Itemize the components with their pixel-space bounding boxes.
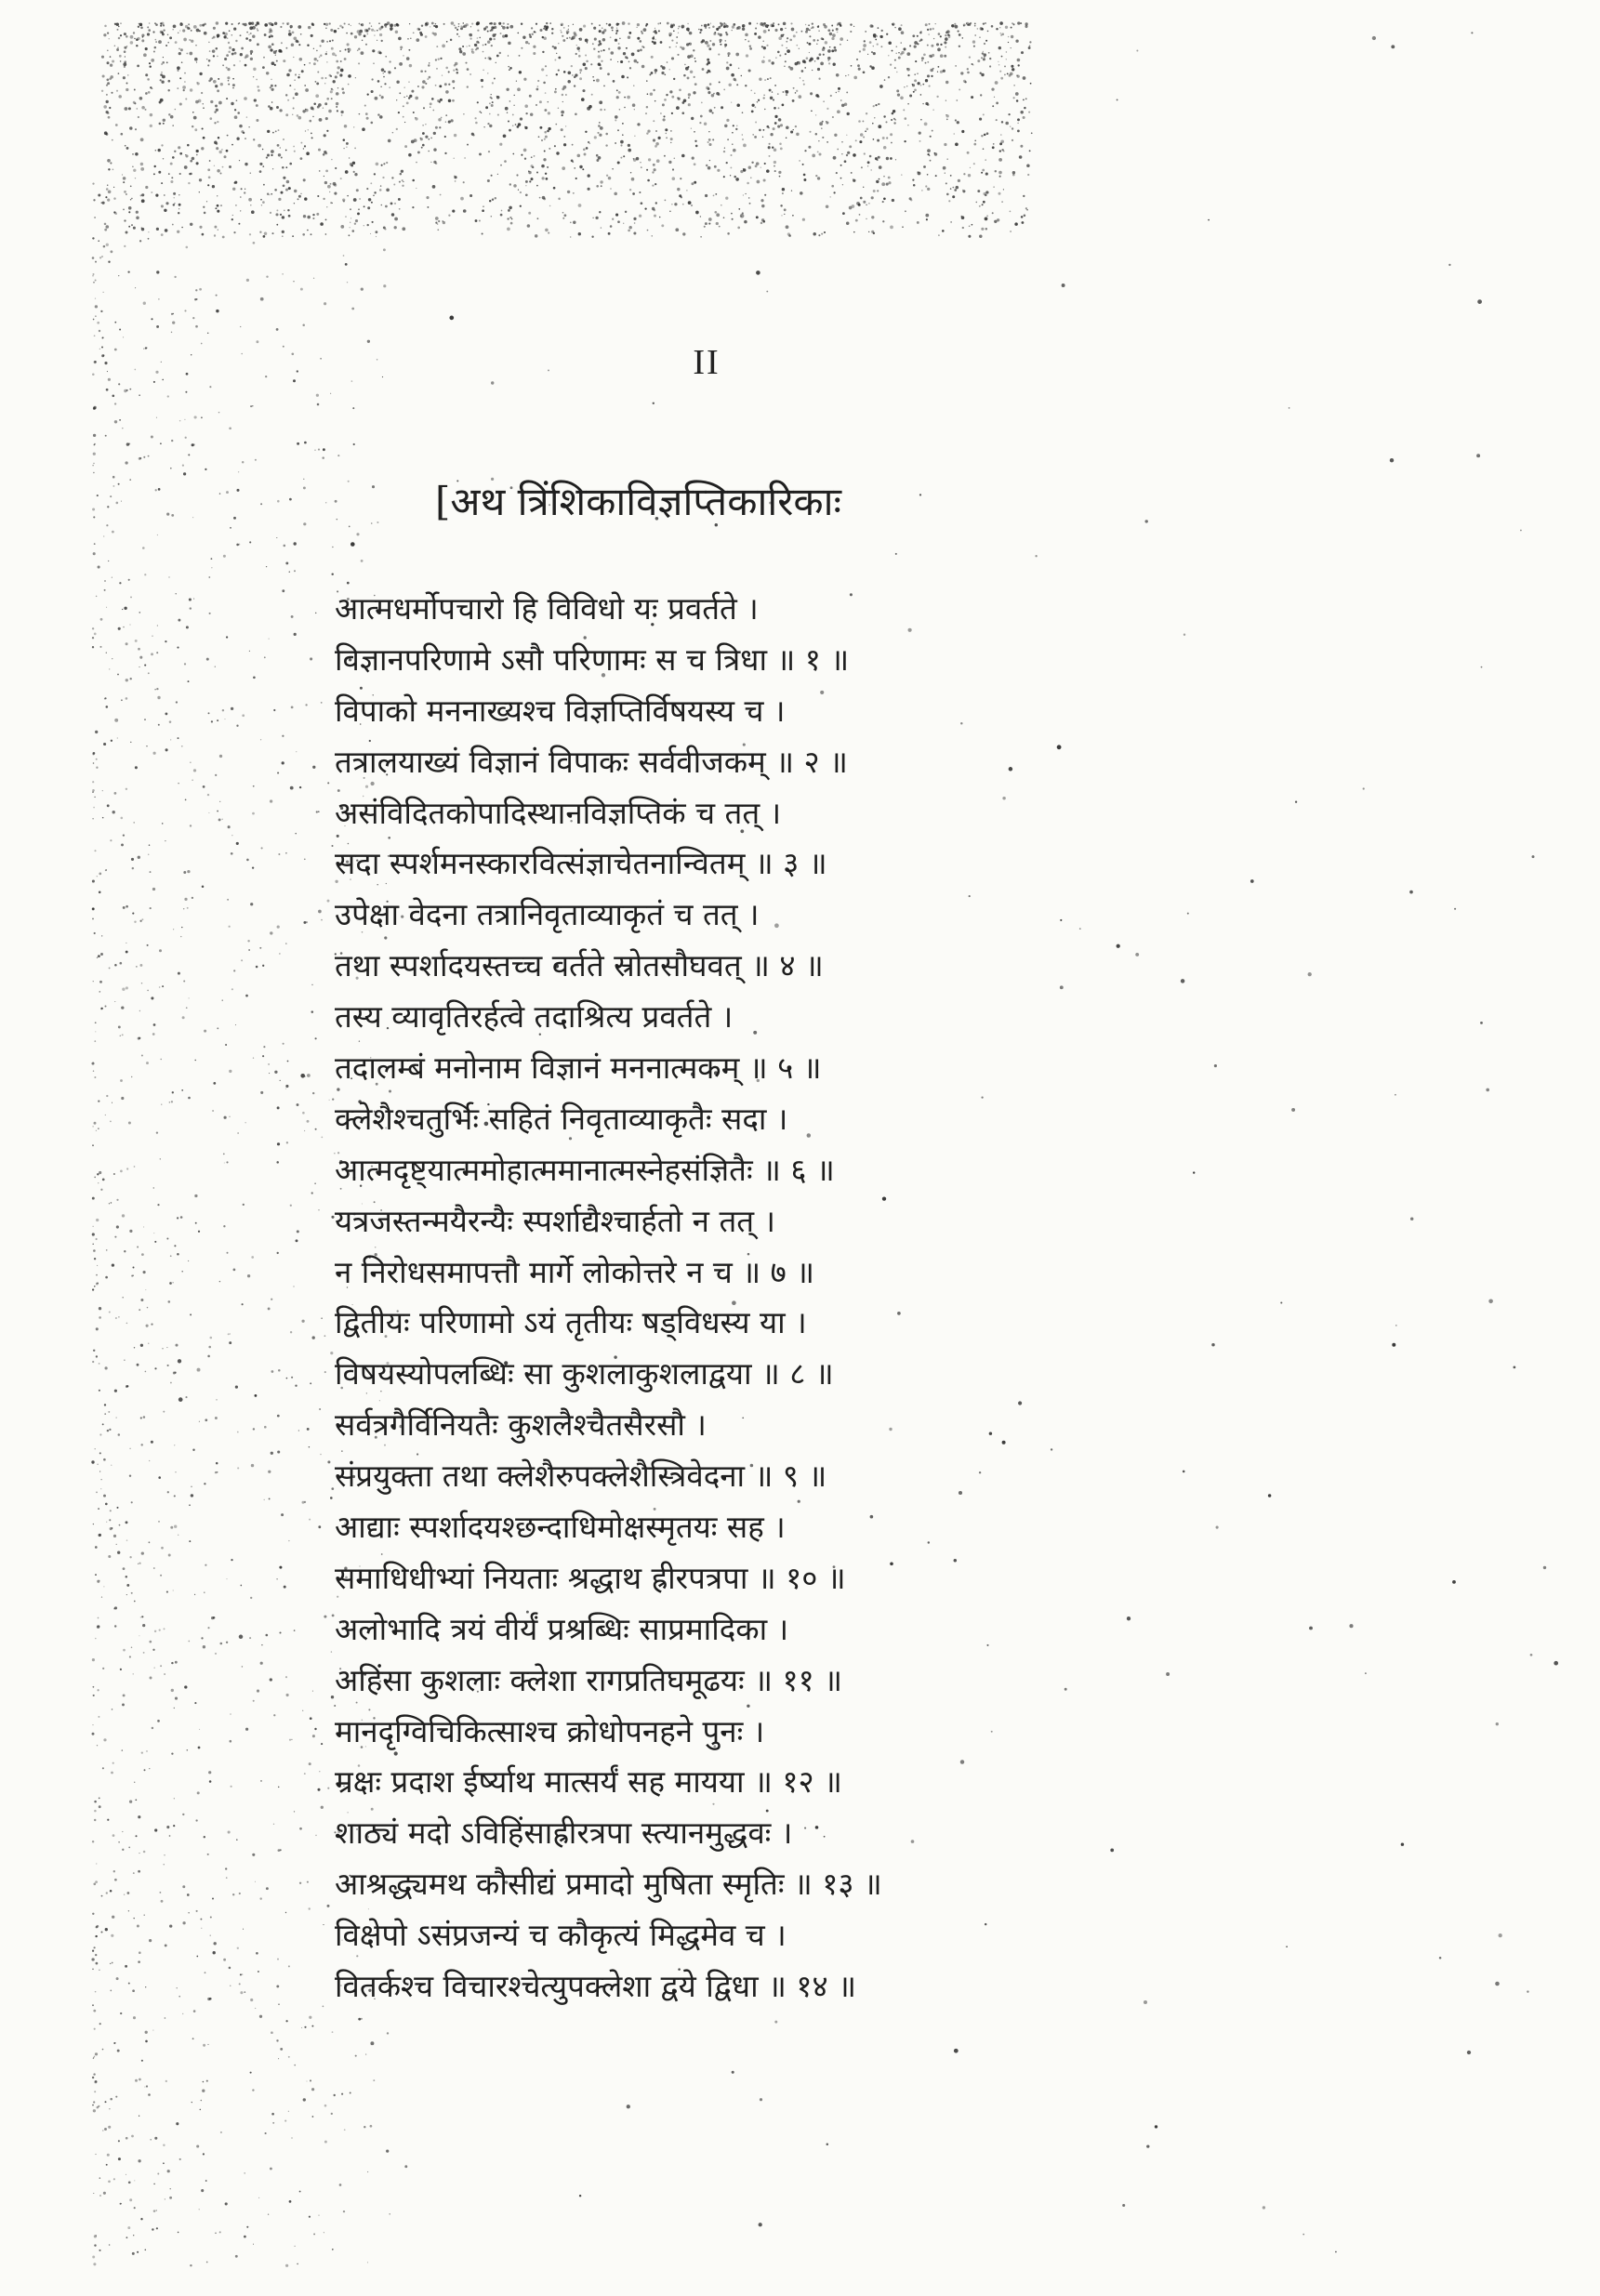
- section-heading: [अथ त्रिंशिकाविज्ञप्तिकारिकाः: [435, 479, 842, 524]
- verse-line: आद्याः स्पर्शादयश्छन्दाधिमोक्षस्मृतयः सह ।: [335, 1509, 786, 1546]
- verse-line: असंविदितकोपादिस्थानविज्ञप्तिकं च तत् ।: [335, 794, 782, 831]
- verse-line: विज्ञानपरिणामे ऽसौ परिणामः स च त्रिधा ॥ १ ॥: [335, 640, 850, 678]
- verse-line: विक्षेपो ऽसंप्रजन्यं च कौकृत्यं मिद्धमेव च ।: [335, 1917, 787, 1954]
- verse-line: तस्य व्यावृतिरर्हत्वे तदाश्रित्य प्रवर्तते ।: [335, 998, 734, 1036]
- verse-line: अहिंसा कुशलाः क्लेशा रागप्रतिघमूढयः ॥ ११ ॥: [335, 1661, 843, 1698]
- verse-line: समाधिधीभ्यां नियताः श्रद्धाथ ह्रीरपत्रपा ॥ १० ॥: [335, 1559, 846, 1596]
- verse-line: सदा स्पर्शमनस्कारवित्संज्ञाचेतनान्वितम् ॥ ३ ॥: [335, 845, 827, 882]
- verse-line: मानदृग्विचिकित्साश्च क्रोधोपनहने पुनः ।: [335, 1712, 765, 1749]
- verse-line: क्लेशैश्चतुर्भिः सहितं निवृताव्याकृतैः सदा ।: [335, 1100, 788, 1137]
- verse-line: वितर्कश्च विचारश्चेत्युपक्लेशा द्वये द्विधा ॥ १४ ॥: [335, 1968, 856, 2005]
- verse-line: आत्मदृष्ट्यात्ममोहात्ममानात्मस्नेहसंज्ञितैः ॥ ६ ॥: [335, 1151, 835, 1188]
- verse-line: उपेक्षा वेदना तत्रानिवृताव्याकृतं च तत् ।: [335, 896, 760, 933]
- verse-line: विषयस्योपलब्धिः सा कुशलाकुशलाद्वया ॥ ८ ॥: [335, 1355, 834, 1392]
- verse-line: तदालम्बं मनोनाम विज्ञानं मननात्मकम् ॥ ५ ॥: [335, 1049, 822, 1087]
- verse-line: आत्मधर्मोपचारो हि विविधो यः प्रवर्तते ।: [335, 590, 759, 627]
- verse-line: शाठ्यं मदो ऽविहिंसाह्रीरत्रपा स्त्यानमुद्धवः ।: [335, 1814, 793, 1852]
- page-number: II: [693, 343, 721, 382]
- verse-line: म्रक्षः प्रदाश ईर्ष्याथ मात्सर्यं सह मायया ॥ १२ ॥: [335, 1763, 842, 1801]
- verse-line: न निरोधसमापत्तौ मार्गे लोकोत्तरे न च ॥ ७ ॥: [335, 1253, 815, 1290]
- verse-line: संप्रयुक्ता तथा क्लेशैरुपक्लेशैस्त्रिवेदना ॥ ९ ॥: [335, 1458, 827, 1495]
- verse-block: [335, 584, 1357, 2012]
- verse-line: सर्वत्रगैर्विनियतैः कुशलैश्चैतसैरसौ ।: [335, 1406, 707, 1444]
- verse-line: तत्रालयाख्यं विज्ञानं विपाकः सर्ववीजकम् ॥ २ ॥: [335, 743, 848, 780]
- verse-line: द्वितीयः परिणामो ऽयं तृतीयः षड्विधस्य या ।: [335, 1304, 807, 1341]
- verse-line: आश्रद्ध्यमथ कौसीद्यं प्रमादो मुषिता स्मृतिः ॥ १३ ॥: [335, 1866, 882, 1903]
- verse-line: विपाको मननाख्यश्च विज्ञप्तिर्विषयस्य च ।: [335, 692, 786, 729]
- verse-line: तथा स्पर्शादयस्तच्च वर्तते स्रोतसौघवत् ॥ ४ ॥: [335, 947, 824, 984]
- verse-line: यत्रजस्तन्मयैरन्यैः स्पर्शाद्यैश्चार्हतो न तत् ।: [335, 1202, 776, 1239]
- verse-line: अलोभादि त्रयं वीर्यं प्रश्रब्धिः साप्रमादिका ।: [335, 1610, 789, 1647]
